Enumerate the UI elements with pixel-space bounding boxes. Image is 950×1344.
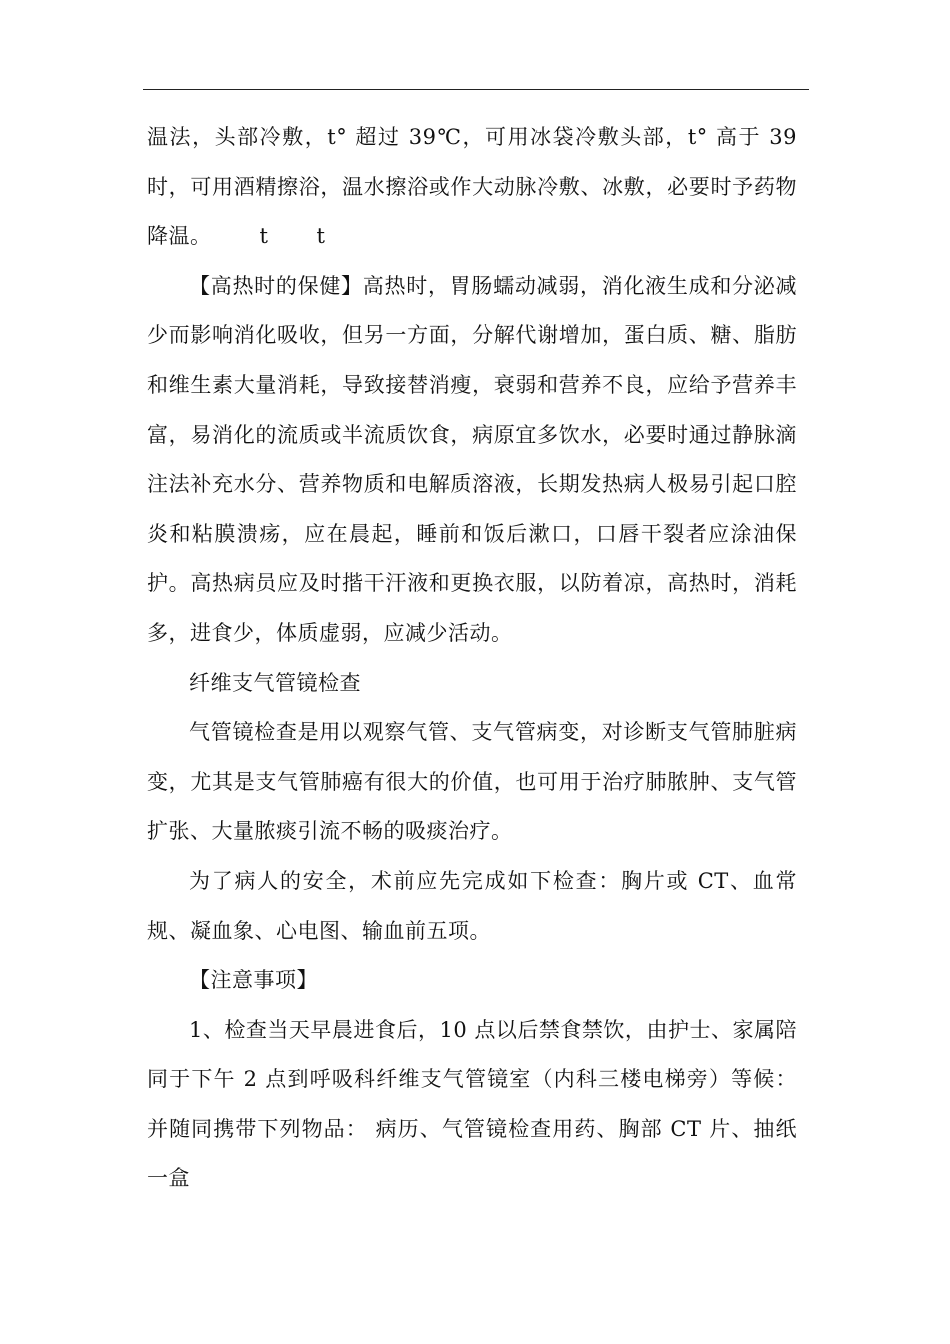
paragraph-fever-cooling <box>147 113 797 262</box>
header-rule <box>143 89 809 90</box>
paragraph-pre-exam-checks: 为了病人的安全，术前应先完成如下检查：胸片或 CT、血常规、凝血象、心电图、输血前五项。 <box>147 868 797 943</box>
stray-mark: t <box>259 224 269 249</box>
stray-mark: t <box>316 224 326 249</box>
section-heading-bronchoscopy: 纤维支气管镜检查 <box>189 670 361 695</box>
document-body <box>147 113 797 1204</box>
paragraph-text: 温法，头部冷敷，t° 超过 39℃，可用冰袋冷敷头部，t° 高于 39 时，可用酒精擦浴，温水擦浴或作大动脉冷敷、冰敷，必要时予药物降温。 <box>147 125 797 249</box>
paragraph-precaution-1: 1、检查当天早晨进食后，10 点以后禁食禁饮，由护士、家属陪同于下午 2 点到呼吸科纤维支气管镜室（内科三楼电梯旁）等候：并随同携带下列物品： 病历、气管镜检查用药、胸部 CT 片、抽纸一盒 <box>147 1017 797 1191</box>
section-heading-precautions: 【注意事项】 <box>189 968 318 993</box>
paragraph-bronchoscopy-purpose: 气管镜检查是用以观察气管、支气管病变，对诊断支气管肺脏病变，尤其是支气管肺癌有很大的价值，也可用于治疗肺脓肿、支气管扩张、大量脓痰引流不畅的吸痰治疗。 <box>147 720 797 844</box>
paragraph-high-fever-care: 【高热时的保健】高热时，胃肠蠕动减弱，消化液生成和分泌减少而影响消化吸收，但另一方面，分解代谢增加，蛋白质、糖、脂肪和维生素大量消耗，导致接替消瘦，衰弱和营养不良，应给予营养丰富，易消化的流质或半流质饮食，病原宜多饮水，必要时通过静脉滴注法补充水分、营养物质和电解质溶液，长期发热病人极易引起口腔炎和粘膜溃疡，应在晨起，睡前和饭后漱口，口唇干裂者应涂油保护。高热病员应及时揩干汗液和更换衣服，以防着凉，高热时，消耗多，进食少，体质虚弱，应减少活动。 <box>147 273 797 645</box>
